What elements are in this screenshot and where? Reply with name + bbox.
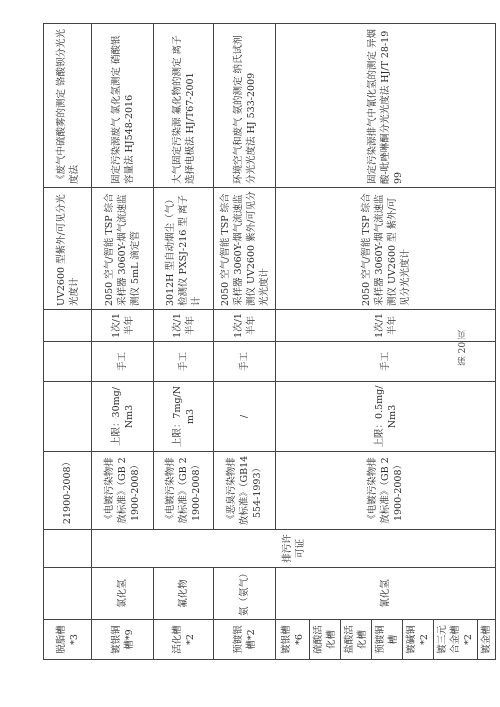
instrument-cell: 3012H 型自动烟尘（气）检测仪 PXSJ-216 型 离子计 — [154, 188, 214, 310]
frequency-cell: 1次/1半年 — [92, 310, 154, 342]
process-cell: 镀三元合金槽*2 — [434, 620, 478, 660]
pollutant-cell: 氰化氢 — [276, 568, 496, 620]
process-cell: 硫酸活化槽 — [310, 620, 341, 660]
standard-cell: 21900-2008） — [44, 452, 92, 530]
instrument-cell: 2050 空气/智能 TSP 综合采样器 3060Y-烟气流速监测仪 UV2600 紫外/可见分光光度计 — [214, 188, 276, 310]
permit-cell — [92, 530, 496, 568]
process-cell: 镀银铜槽*9 — [92, 620, 154, 660]
method-cell: 手工 — [92, 342, 154, 382]
pollutant-cell — [44, 568, 92, 620]
process-cell: 镀银槽*6 — [276, 620, 310, 660]
limit-cell: 上限：30mg/Nm3 — [92, 382, 154, 452]
standard-cell: 《电镀污染物排放标准》（GB 21900-2008） — [276, 452, 496, 530]
method-cell — [44, 342, 92, 382]
frequency-cell — [44, 310, 92, 342]
analysis-cell: 环境空气和废气 氨的测定 纳氏试剂分光光度法 HJ 533-2009 — [214, 24, 276, 188]
standard-cell: 《电镀污染物排放标准》（GB 21900-2008） — [154, 452, 214, 530]
rotated-page — [43, 24, 492, 660]
analysis-cell: 《废气中硫酸雾的测定 铬酸钡分光光度法 — [44, 24, 92, 188]
permit-cell — [44, 530, 92, 568]
monitoring-table — [43, 23, 496, 660]
limit-cell: 上限：0.5mg/Nm3 — [276, 382, 496, 452]
page-number: 第 20 页 — [458, 330, 468, 366]
instrument-cell: UV2600 型紫外/可见分光光度计 — [44, 188, 92, 310]
analysis-cell: 固定污染源排气中氰化氢的测定 异烟酸-吡唑啉酮分光光度法 HJ/T 28-1999 — [276, 24, 496, 188]
process-cell: 镀金槽 — [478, 620, 496, 660]
process-cell: 预镀银槽*2 — [214, 620, 276, 660]
limit-cell: / — [214, 382, 276, 452]
analysis-cell: 大气固定污染源 氟化物的测定 离子选择电极法 HJ/T67-2001 — [154, 24, 214, 188]
instrument-cell: 2050 空气/智能 TSP 综合采样器 3060Y-烟气流速监测仪 UV2600 型 紫外/可见分光光度计 — [276, 188, 496, 310]
frequency-cell: 1次/1半年 — [154, 310, 214, 342]
permit-label: 排污许可证 — [281, 534, 306, 563]
table-row — [92, 24, 154, 660]
instrument-cell: 2050 空气/智能 TSP 综合采样器 3060Y-烟气流速监测仪 5mL 滴定管 — [92, 188, 154, 310]
process-cell: 盐酸活化槽 — [341, 620, 372, 660]
frequency-cell: 1次/1半年 — [214, 310, 276, 342]
process-cell: 预镀铜槽 — [372, 620, 403, 660]
process-cell: 活化槽*2 — [154, 620, 214, 660]
limit-cell: 上限：7mg/Nm3 — [154, 382, 214, 452]
standard-cell: 《电镀污染物排放标准》（GB 21900-2008） — [92, 452, 154, 530]
method-cell: 手工 — [276, 342, 496, 382]
method-cell: 手工 — [154, 342, 214, 382]
standard-cell: 《恶臭污染物排放标准》（GB14554-1993） — [214, 452, 276, 530]
pollutant-cell: 氯化氢 — [92, 568, 154, 620]
frequency-cell: 1次/1半年 — [276, 310, 496, 342]
analysis-cell: 固定污染源废气 氯化氢测定 硝酸银容量法 HJ548-2016 — [92, 24, 154, 188]
process-cell: 脱脂槽*3 — [44, 620, 92, 660]
process-cell: 镀碱铜*2 — [403, 620, 434, 660]
pollutant-cell: 氨（氨气） — [214, 568, 276, 620]
method-cell: 手工 — [214, 342, 276, 382]
pollutant-cell: 氟化物 — [154, 568, 214, 620]
table-row — [44, 24, 92, 660]
limit-cell — [44, 382, 92, 452]
